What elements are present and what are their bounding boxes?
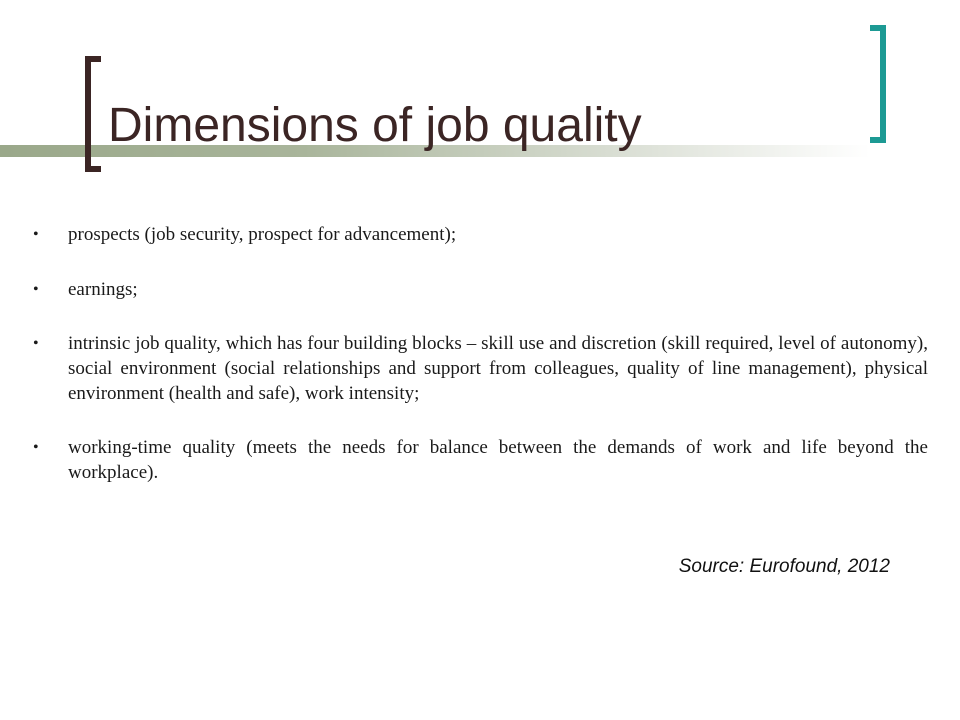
bullet-icon: • (33, 439, 39, 456)
bullet-text: prospects (job security, prospect for advancement); (68, 224, 457, 245)
slide-title: Dimensions of job quality (108, 99, 642, 152)
right-bracket-decoration (870, 25, 886, 143)
bullet-list (28, 222, 928, 485)
bullet-item-earnings (28, 277, 928, 302)
bullet-icon: • (33, 226, 39, 243)
bullet-text: earnings; (68, 279, 138, 300)
source-citation: Source: Eurofound, 2012 (678, 556, 890, 577)
left-bracket-decoration (85, 56, 101, 172)
bullet-text: intrinsic job quality, which has four building blocks – skill use and discretion (skill required, level of autonomy), social environment (social relationships and support from colleagues, quality of line management), physical environment (health and safe), work intensity; (68, 333, 928, 404)
bullet-icon: • (33, 281, 39, 298)
bullet-item-working-time (28, 435, 928, 485)
bullet-icon: • (33, 335, 39, 352)
bullet-item-prospects (28, 222, 928, 247)
bullet-item-intrinsic-quality (28, 331, 928, 406)
bullet-text: working-time quality (meets the needs for balance between the demands of work and life beyond the workplace). (68, 437, 928, 483)
